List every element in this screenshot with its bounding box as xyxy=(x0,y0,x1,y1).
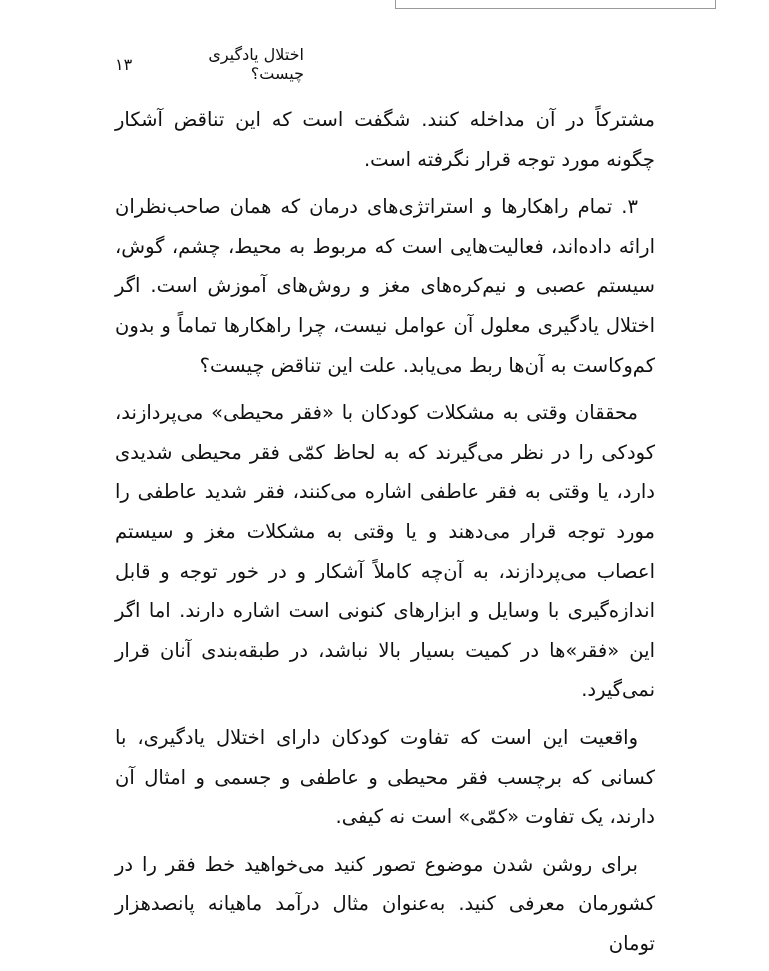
chapter-title: اختلال یادگیری چیست؟ xyxy=(208,45,304,83)
paragraph: واقعیت این است که تفاوت کودکان دارای اختلال یادگیری، با کسانی که برچسب فقر محیطی و عاطفی و جسمی و امثال آن دارند، یک تفاوت «کمّی» است نه کیفی. xyxy=(115,725,655,829)
page-body xyxy=(115,100,655,971)
running-header xyxy=(115,45,304,83)
paragraph: ۳. تمام راهکارها و استراتژی‌های درمان که همان صاحب‌نظران ارائه داده‌اند، فعالیت‌هایی است که مربوط به محیط، چشم، گوش، سیستم عصبی و نیم‌کره‌های مغز و روش‌های آموزش است. اگر اختلال یادگیری معلول آن عوامل نیست، چرا راهکارها تماماً و بدون کم‌وکاست به آن‌ها ربط می‌یابد. علت این تناقض چیست؟ xyxy=(115,195,655,377)
paragraph: مشترکاً در آن مداخله کنند. شگفت است که این تناقض آشکار چگونه مورد توجه قرار نگرفته است. xyxy=(115,108,655,171)
top-frame-box xyxy=(395,0,716,9)
page-number: ۱۳ xyxy=(115,54,133,74)
paragraph: محققان وقتی به مشکلات کودکان با «فقر محیطی» می‌پردازند، کودکی را در نظر می‌گیرند که به لحاظ کمّی فقر محیطی شدیدی دارد، یا وقتی به فقر عاطفی اشاره می‌کنند، فقر شدید عاطفی را مورد توجه قرار می‌دهند و یا وقتی به مشکلات مغز و سیستم اعصاب می‌پردازند، به آن‌چه کاملاً آشکار و در خور توجه و قابل اندازه‌گیری با وسایل و ابزارهای کنونی است اشاره دارند. اما اگر این «فقر»ها در کمیت بسیار بالا نباشد، در طبقه‌بندی آنان قرار نمی‌گیرد. xyxy=(115,401,655,702)
paragraph: برای روشن شدن موضوع تصور کنید می‌خواهید خط فقر را در کشورمان معرفی کنید. به‌عنوان مثال درآمد ماهیانه پانصدهزار تومان xyxy=(115,852,655,955)
